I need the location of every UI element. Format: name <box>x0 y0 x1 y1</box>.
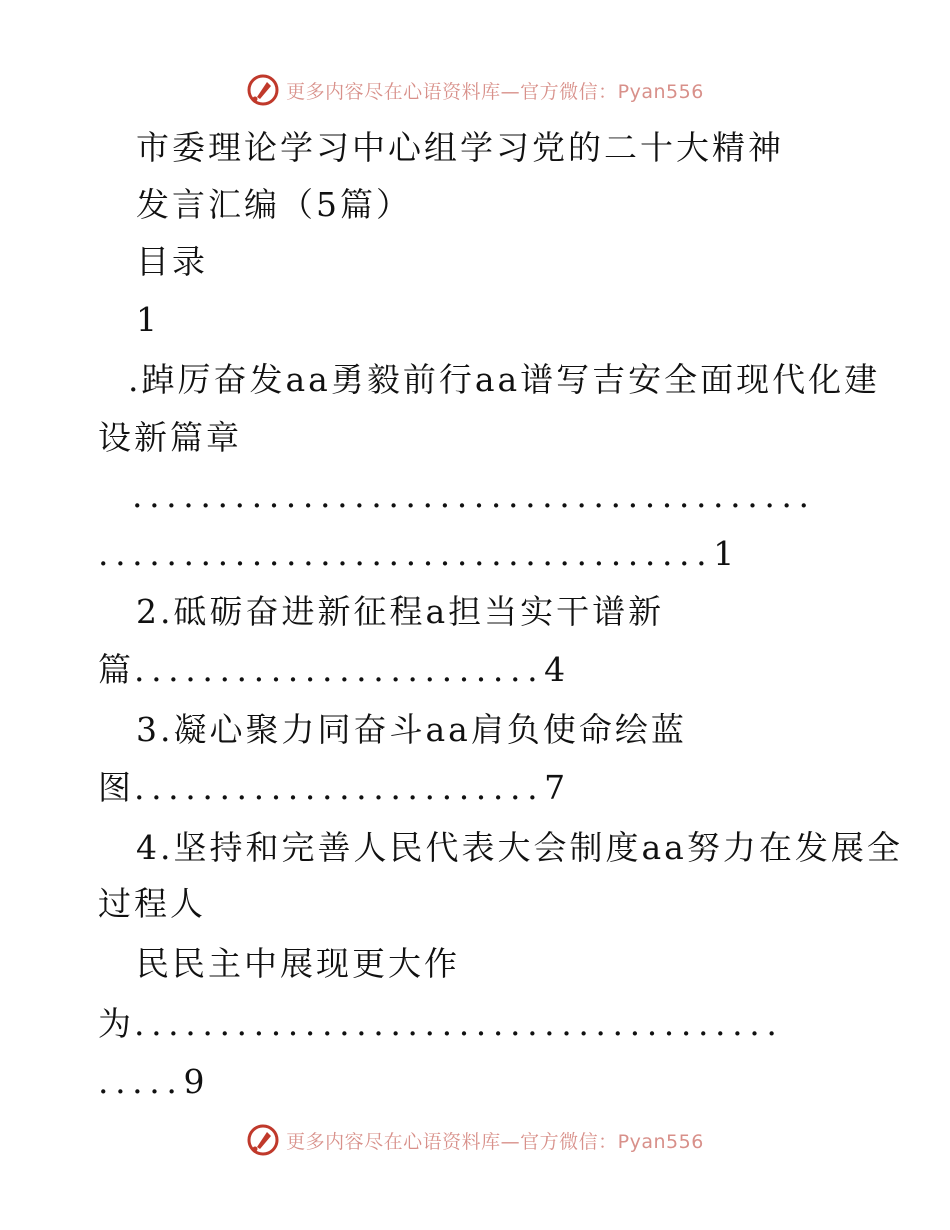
toc-entry-1-page: 1 <box>713 534 738 573</box>
toc-entry-3-leader: ........................ <box>134 768 545 807</box>
toc-entry-4-leader-line1: ...................................... <box>134 1004 784 1043</box>
toc-entry-2-title-line1[interactable]: 2.砥砺奋进新征程a担当实干谱新 <box>136 592 665 631</box>
toc-heading: 目录 <box>136 242 208 281</box>
toc-entry-3-page: 7 <box>544 768 569 807</box>
document-title-line2: 发言汇编（5篇） <box>136 185 412 224</box>
document-title-line1: 市委理论学习中心组学习党的二十大精神 <box>136 128 784 167</box>
toc-entry-1-leader: .................................... <box>98 534 714 573</box>
toc-entry-4-leader-line2 <box>98 1062 207 1102</box>
toc-entry-4-title-line3[interactable]: 民民主中展现更大作 <box>136 944 460 983</box>
toc-entry-4-leader: ..... <box>98 1062 184 1101</box>
toc-entry-3-title-line1[interactable]: 3.凝心聚力同奋斗aa肩负使命绘蓝 <box>136 710 687 749</box>
footer-watermark <box>0 1120 950 1160</box>
toc-entry-3-title-end: 图 <box>98 768 134 807</box>
toc-entry-4-title-line4[interactable] <box>98 1004 783 1044</box>
toc-entry-1-title-line2[interactable]: 设新篇章 <box>98 418 242 457</box>
watermark-text: 更多内容尽在心语资料库—官方微信：Pyan556 <box>286 80 704 103</box>
toc-entry-4-page: 9 <box>183 1062 208 1101</box>
toc-entry-1-number: 1 <box>136 300 160 339</box>
toc-entry-4-title-line1[interactable]: 4.坚持和完善人民代表大会制度aa努力在发展全 <box>136 828 903 867</box>
pen-nib-logo-icon <box>246 1123 280 1157</box>
toc-entry-2-leader: ........................ <box>134 650 545 689</box>
toc-entry-2-title-line2[interactable] <box>98 650 568 690</box>
toc-entry-2-page: 4 <box>544 650 569 689</box>
toc-entry-1-leader-line1: ........................................ <box>132 476 816 515</box>
toc-entry-4-title-end: 为 <box>98 1004 134 1043</box>
toc-entry-2-title-end: 篇 <box>98 650 134 689</box>
toc-entry-1-leader-line2 <box>98 534 737 574</box>
watermark-text: 更多内容尽在心语资料库—官方微信：Pyan556 <box>286 1130 704 1153</box>
toc-entry-4-title-line2[interactable]: 过程人 <box>98 884 206 923</box>
toc-entry-3-title-line2[interactable] <box>98 768 568 808</box>
toc-entry-1-title-line1[interactable]: .踔厉奋发aa勇毅前行aa谱写吉安全面现代化建 <box>128 360 881 399</box>
